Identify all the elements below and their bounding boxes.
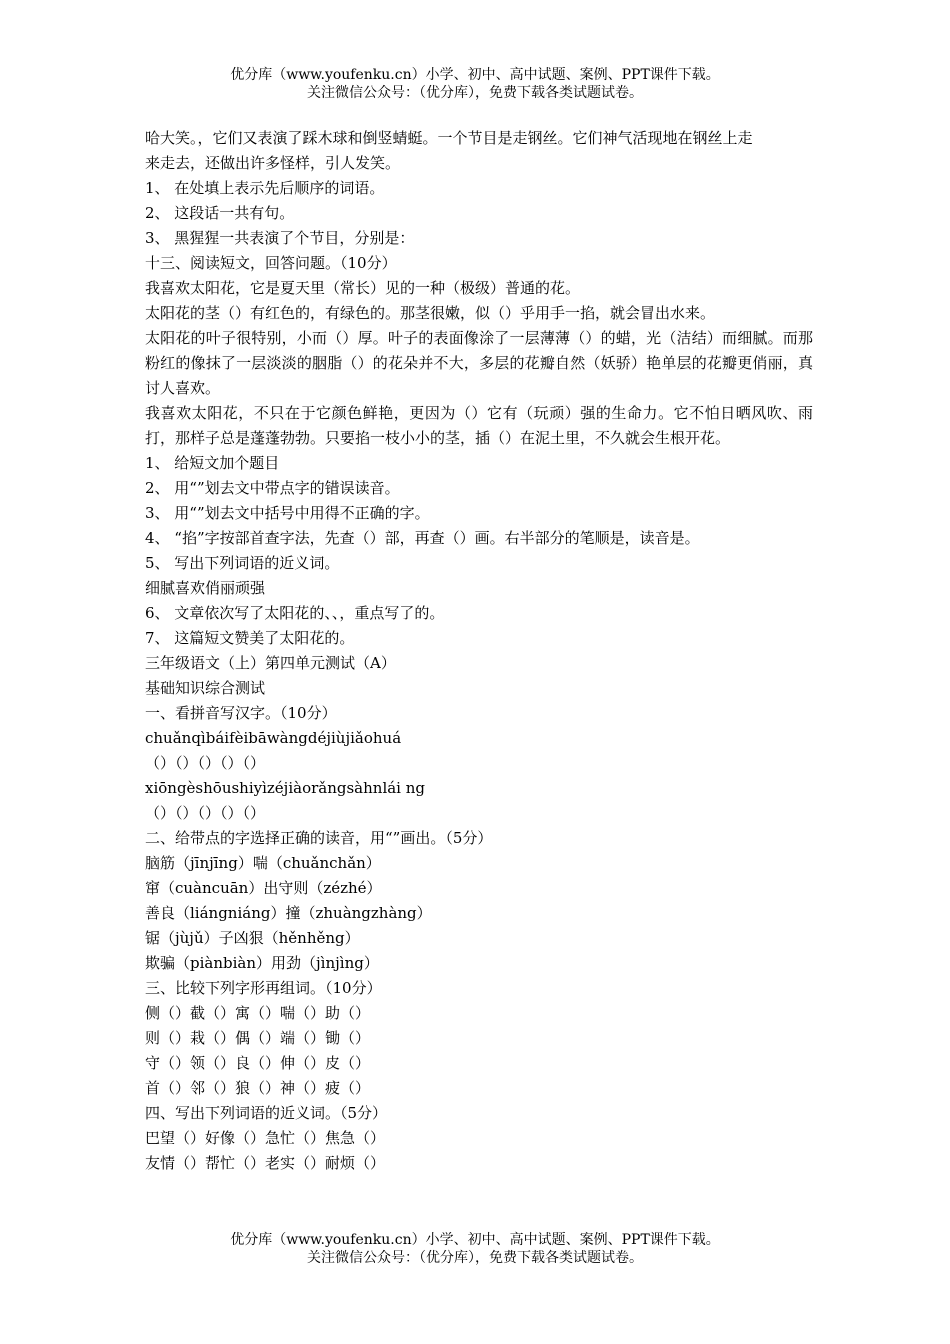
question-item: 1、 给短文加个题目 bbox=[145, 454, 280, 472]
pinyin-line: chuǎnqìbáifèibāwàngdéjiùjiǎohuá bbox=[145, 729, 402, 747]
header-line-1: 优分库（www.youfenku.cn）小学、初中、高中试题、案例、PPT课件下载。 bbox=[230, 67, 720, 83]
word-group-row: 守（）领（）良（）伸（）皮（） bbox=[145, 1054, 371, 1072]
synonym-row: 友情（）帮忙（）老实（）耐烦（） bbox=[145, 1154, 386, 1172]
text-line: 细腻喜欢俏丽顽强 bbox=[145, 579, 266, 597]
question-item: 3、 黑猩猩一共表演了个节目，分别是： bbox=[145, 229, 415, 247]
answer-blanks: （）（）（）（）（） bbox=[145, 754, 266, 772]
document-body bbox=[145, 126, 813, 1176]
answer-blanks: （）（）（）（）（） bbox=[145, 804, 266, 822]
header-line-2: 关注微信公众号：（优分库），免费下载各类试题试卷。 bbox=[307, 85, 643, 101]
page-footer bbox=[0, 1231, 950, 1267]
question-item: 2、 这段话一共有句。 bbox=[145, 204, 295, 222]
question-item: 4、 “掐”字按部首查字法，先查（）部，再查（）画。右半部分的笔顺是，读音是。 bbox=[145, 529, 700, 547]
passage-paragraph: 我喜欢太阳花，不只在于它颜色鲜艳，更因为（）它有（玩顽）强的生命力。它不怕日晒风吹、雨打，那样子总是蓬蓬勃勃。只要掐一枝小小的茎，插（）在泥土里，不久就会生根开花。 bbox=[145, 404, 813, 447]
test-subtitle: 基础知识综合测试 bbox=[145, 679, 266, 697]
test-title: 三年级语文（上）第四单元测试（A） bbox=[145, 654, 396, 672]
section-heading: 一、看拼音写汉字。（10分） bbox=[145, 704, 337, 722]
word-group-row: 侧（）截（）寓（）喘（）助（） bbox=[145, 1004, 371, 1022]
passage-paragraph: 我喜欢太阳花，它是夏天里（常长）见的一种（极级）普通的花。 bbox=[145, 279, 581, 297]
pinyin-line: xiōngèshōushiyìzéjiàorǎngsàhnlái ng bbox=[145, 779, 426, 797]
pronunciation-item: 善良（liángniáng）撞（zhuàngzhàng） bbox=[145, 904, 432, 922]
word-group-row: 则（）栽（）偶（）端（）锄（） bbox=[145, 1029, 371, 1047]
text-line: 哈大笑。，它们又表演了踩木球和倒竖蜻蜓。一个节目是走钢丝。它们神气活现地在钢丝上走 bbox=[145, 129, 753, 147]
pronunciation-item: 锯（jùjǔ）子凶狠（hěnhěng） bbox=[145, 929, 360, 947]
pronunciation-item: 欺骗（piànbiàn）用劲（jìnjìng） bbox=[145, 954, 379, 972]
synonym-row: 巴望（）好像（）急忙（）焦急（） bbox=[145, 1129, 386, 1147]
page-header bbox=[0, 66, 950, 102]
text-line: 来走去，还做出许多怪样，引人发笑。 bbox=[145, 154, 401, 172]
question-item: 1、 在处填上表示先后顺序的词语。 bbox=[145, 179, 385, 197]
pronunciation-item: 窜（cuàncuān）出守则（zézhé） bbox=[145, 879, 382, 897]
footer-line-1: 优分库（www.youfenku.cn）小学、初中、高中试题、案例、PPT课件下载。 bbox=[230, 1232, 720, 1248]
word-group-row: 首（）邻（）狼（）神（）疲（） bbox=[145, 1079, 371, 1097]
section-heading: 十三、阅读短文，回答问题。（10分） bbox=[145, 254, 397, 272]
passage-paragraph: 太阳花的茎（）有红色的，有绿色的。那茎很嫩，似（）乎用手一掐，就会冒出水来。 bbox=[145, 304, 716, 322]
section-heading: 三、比较下列字形再组词。（10分） bbox=[145, 979, 382, 997]
question-item: 5、 写出下列词语的近义词。 bbox=[145, 554, 340, 572]
footer-line-2: 关注微信公众号：（优分库），免费下载各类试题试卷。 bbox=[307, 1250, 643, 1266]
pronunciation-item: 脑筋（jīnjīng）喘（chuǎnchǎn） bbox=[145, 854, 381, 872]
section-heading: 四、写出下列词语的近义词。（5分） bbox=[145, 1104, 388, 1122]
question-item: 3、 用“”划去文中括号中用得不正确的字。 bbox=[145, 504, 430, 522]
question-item: 6、 文章依次写了太阳花的、、，重点写了的。 bbox=[145, 604, 445, 622]
question-item: 7、 这篇短文赞美了太阳花的。 bbox=[145, 629, 355, 647]
question-item: 2、 用“”划去文中带点字的错误读音。 bbox=[145, 479, 400, 497]
section-heading: 二、给带点的字选择正确的读音，用“”画出。（5分） bbox=[145, 829, 493, 847]
passage-paragraph: 太阳花的叶子很特别，小而（）厚。叶子的表面像涂了一层薄薄（）的蜡，光（洁结）而细腻。而那粉红的像抹了一层淡淡的胭脂（）的花朵并不大，多层的花瓣自然（妖骄）艳单层的花瓣更俏丽，真讨人喜欢。 bbox=[145, 329, 813, 397]
